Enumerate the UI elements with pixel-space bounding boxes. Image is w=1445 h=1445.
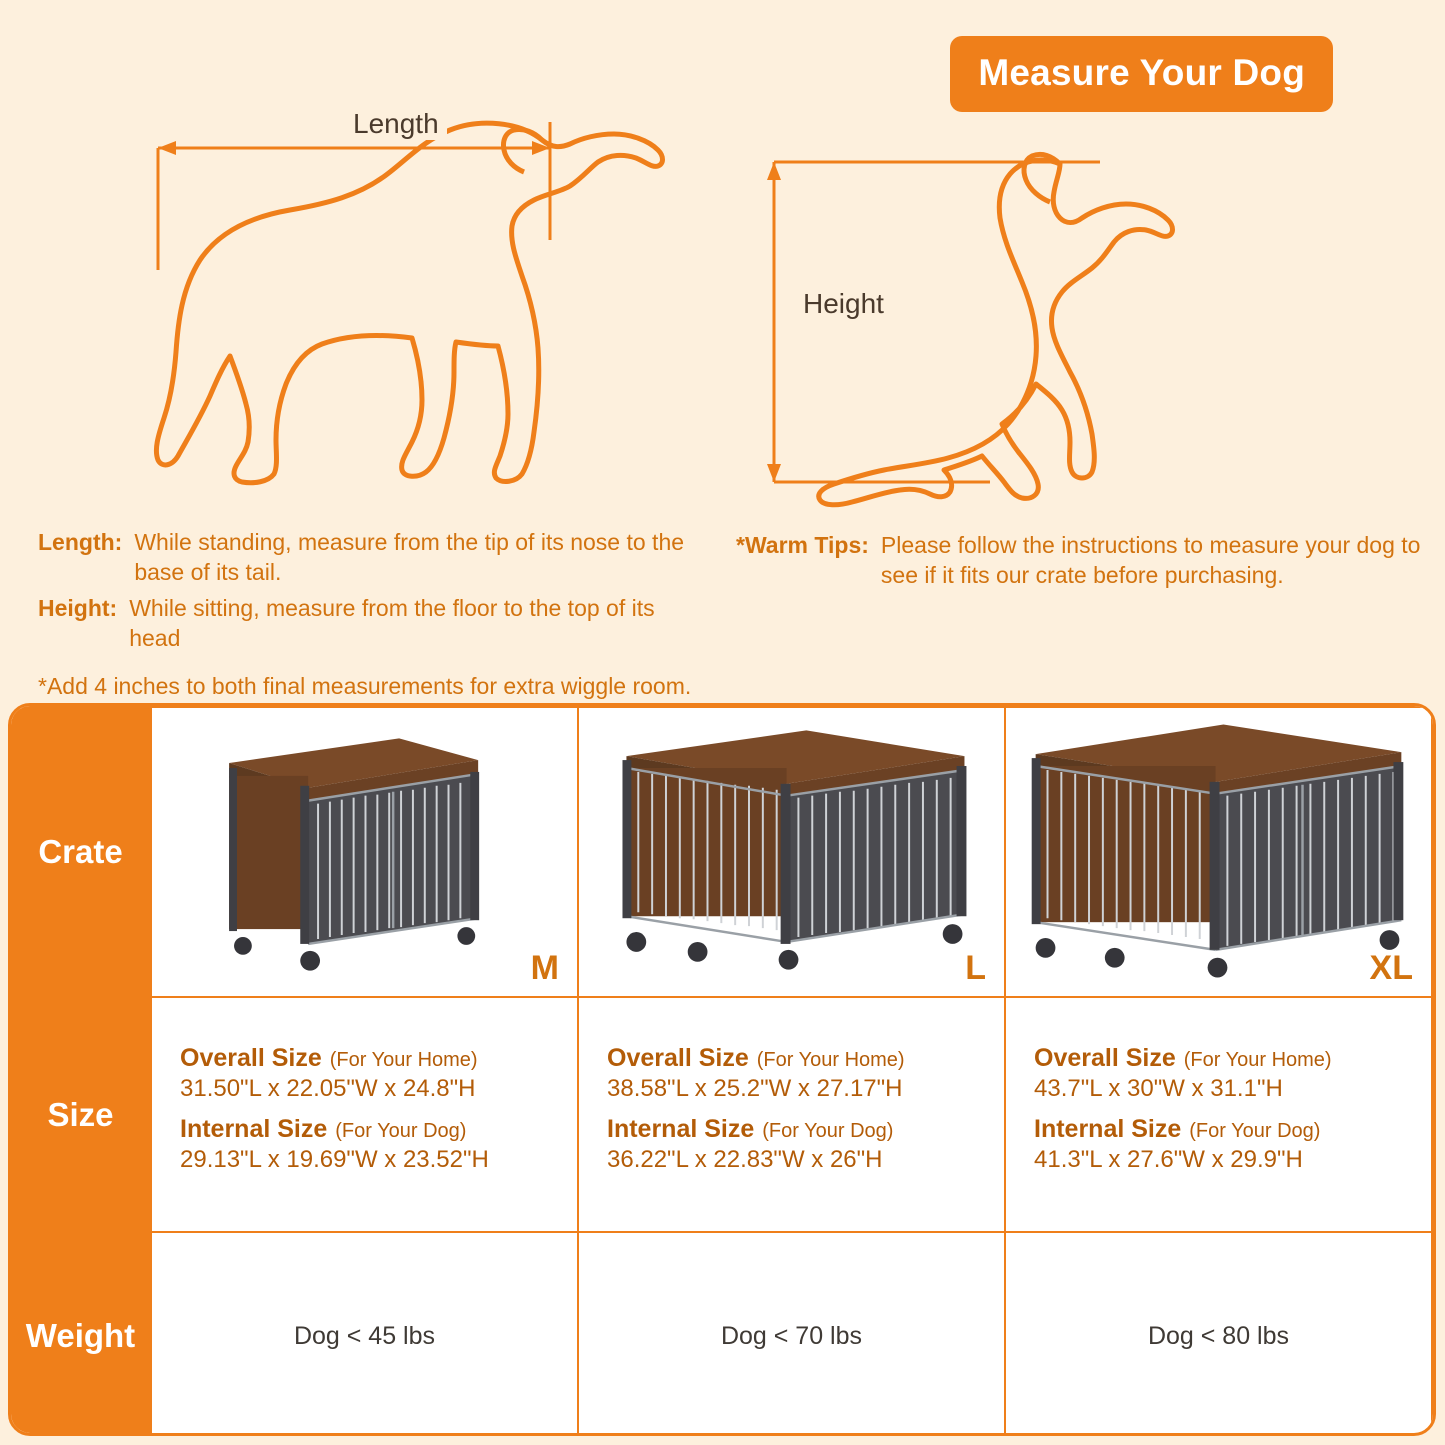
length-arrow-left (158, 141, 176, 155)
height-arrow-bottom (767, 464, 781, 482)
crate-image-cell-xl (1005, 707, 1432, 997)
measure-descriptions (38, 528, 698, 701)
dog-body-outline (156, 123, 662, 483)
internal-size-title-m: Internal Size (180, 1114, 328, 1143)
measure-section (0, 0, 1445, 700)
overall-size-title-xl: Overall Size (1034, 1043, 1176, 1072)
table-row (11, 997, 1432, 1232)
weight-cell-l: Dog < 70 lbs (578, 1232, 1005, 1436)
overall-size-heading-l (607, 1044, 1004, 1073)
table-row (11, 707, 1432, 997)
warm-tips (736, 530, 1436, 597)
overall-size-title-m: Overall Size (180, 1043, 322, 1072)
overall-size-sub-m: (For Your Home) (329, 1048, 478, 1071)
overall-size-title-l: Overall Size (607, 1043, 749, 1072)
wiggle-room-note: *Add 4 inches to both final measurements for extra wiggle room. (38, 672, 692, 699)
overall-size-heading-xl (1034, 1044, 1431, 1073)
length-description-key: Length: (38, 529, 123, 555)
warm-tips-text: Please follow the instructions to measure your dog to see if it fits our crate before purchasing. (880, 532, 1421, 589)
internal-size-title-l: Internal Size (607, 1114, 755, 1143)
internal-size-heading-xl (1034, 1115, 1431, 1144)
standing-dog-diagram (150, 100, 670, 520)
crate-illustration-xl (1006, 708, 1431, 996)
internal-size-dims-l: 36.22"L x 22.83"W x 26"H (607, 1145, 883, 1173)
section-title-badge: Measure Your Dog (950, 36, 1333, 112)
warm-tips-row (736, 530, 1436, 591)
height-arrow-top (767, 162, 781, 180)
weight-cell-m: Dog < 45 lbs (151, 1232, 578, 1436)
height-description-text: While sitting, measure from the floor to the top of its head (129, 594, 655, 651)
overall-size-dims-l: 38.58"L x 25.2"W x 27.17"H (607, 1074, 903, 1102)
size-tag-l: L (965, 949, 986, 987)
length-description-text: While standing, measure from the tip of its nose to the base of its tail. (134, 529, 685, 585)
overall-size-sub-xl: (For Your Home) (1183, 1048, 1332, 1071)
length-description-row (38, 528, 698, 588)
internal-size-dims-m: 29.13"L x 19.69"W x 23.52"H (180, 1145, 489, 1173)
internal-size-dims-xl: 41.3"L x 27.6"W x 29.9"H (1034, 1145, 1303, 1173)
crate-illustration-m (152, 708, 577, 996)
row-label-size: Size (11, 997, 151, 1232)
table-row (11, 1232, 1432, 1436)
height-label: Height (795, 288, 892, 320)
height-description-row (38, 594, 698, 654)
size-cell-l (578, 997, 1005, 1232)
overall-size-dims-m: 31.50"L x 22.05"W x 24.8"H (180, 1074, 476, 1102)
warm-tips-key: *Warm Tips: (736, 532, 869, 558)
crate-image-cell-l (578, 707, 1005, 997)
overall-size-dims-xl: 43.7"L x 30"W x 31.1"H (1034, 1074, 1283, 1102)
height-description-key: Height: (38, 594, 118, 621)
overall-size-heading-m (180, 1044, 577, 1073)
internal-size-heading-m (180, 1115, 577, 1144)
crate-image-cell-m (151, 707, 578, 997)
weight-cell-xl: Dog < 80 lbs (1005, 1232, 1432, 1436)
internal-size-sub-xl: (For Your Dog) (1189, 1119, 1321, 1142)
internal-size-sub-m: (For Your Dog) (335, 1119, 467, 1142)
crate-illustration-l (579, 708, 1004, 996)
size-tag-m: M (530, 949, 559, 987)
size-comparison-table (8, 703, 1436, 1436)
row-label-weight: Weight (11, 1232, 151, 1436)
length-label: Length (345, 108, 447, 140)
internal-size-heading-l (607, 1115, 1004, 1144)
size-tag-xl: XL (1369, 949, 1413, 987)
internal-size-sub-l: (For Your Dog) (762, 1119, 894, 1142)
overall-size-sub-l: (For Your Home) (756, 1048, 905, 1071)
sitting-dog-diagram (760, 130, 1260, 520)
size-cell-xl (1005, 997, 1432, 1232)
size-cell-m (151, 997, 578, 1232)
sitting-dog-outline (819, 160, 1173, 505)
row-label-crate: Crate (11, 707, 151, 997)
internal-size-title-xl: Internal Size (1034, 1114, 1182, 1143)
